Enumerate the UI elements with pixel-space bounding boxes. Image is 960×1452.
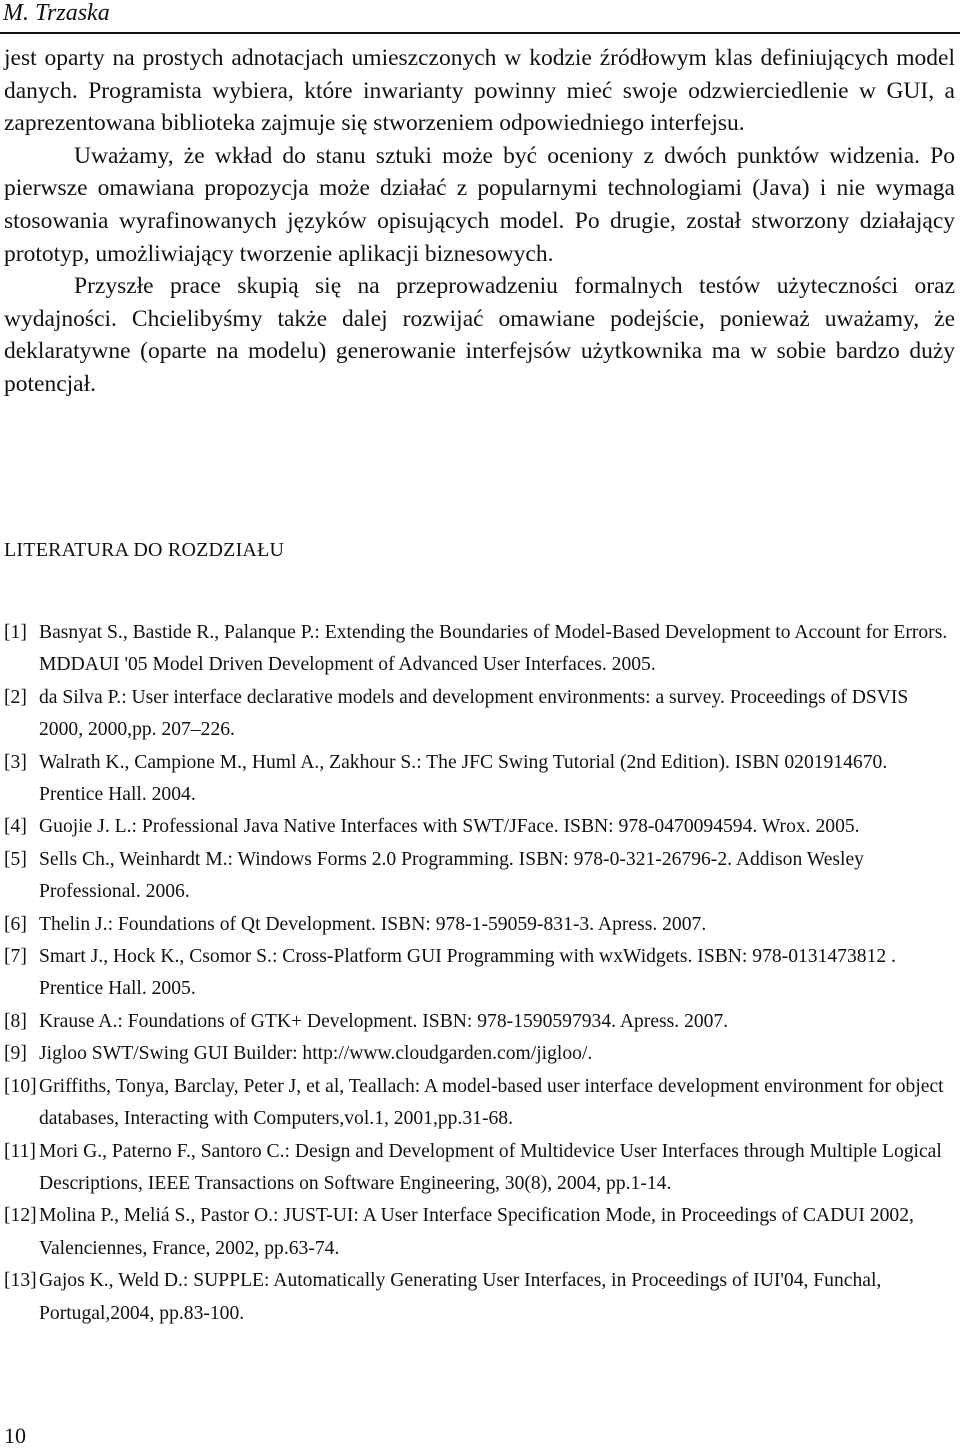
reference-text: Sells Ch., Weinhardt M.: Windows Forms 2.0 Programming. ISBN: 978-0-321-26796-2. Addison Wesley Professional. 2006. <box>39 848 864 903</box>
reference-text: Krause A.: Foundations of GTK+ Development. ISBN: 978-1590597934. Apress. 2007. <box>39 1010 729 1032</box>
reference-item <box>4 617 950 682</box>
reference-item <box>4 909 950 941</box>
reference-number: [13] <box>4 1270 37 1292</box>
reference-item <box>4 1136 950 1201</box>
reference-item <box>4 1006 950 1038</box>
header-rule <box>0 32 960 34</box>
references-heading: LITERATURA DO ROZDZIAŁU <box>4 539 285 561</box>
reference-text: da Silva P.: User interface declarative models and development environments: a survey. Proceedings of DSVIS 2000, 2000,pp. 207–226. <box>39 686 909 741</box>
reference-number: [3] <box>4 751 27 773</box>
reference-number: [10] <box>4 1075 37 1097</box>
reference-number: [1] <box>4 622 27 643</box>
reference-text: Molina P., Meliá S., Pastor O.: JUST-UI: A User Interface Specification Mode, in Proceedings of CADUI 2002, Valenciennes, France, 2002, pp.63-74. <box>39 1205 914 1259</box>
reference-number: [2] <box>4 686 27 708</box>
reference-text: Gajos K., Weld D.: SUPPLE: Automatically Generating User Interfaces, in Proceedings of IUI'04, Funchal, Portugal,2004, pp.83-100. <box>39 1270 882 1324</box>
paragraph: jest oparty na prostych adnotacjach umieszczonych w kodzie źródłowym klas definiujących model danych. Programista wybiera, które inwarianty powinny mieć swoje odzwierciedlenie w GUI, a zaprezentowana biblioteka zajmuje się stworzeniem odpowiedniego interfejsu. <box>4 45 955 137</box>
reference-item <box>4 1038 950 1070</box>
reference-number: [6] <box>4 913 27 935</box>
page-number: 10 <box>4 1423 26 1448</box>
body-text <box>4 42 955 401</box>
reference-text: Walrath K., Campione M., Huml A., Zakhour S.: The JFC Swing Tutorial (2nd Edition). ISBN 0201914670. Prentice Hall. 2004. <box>39 751 888 806</box>
reference-item <box>4 941 950 1006</box>
reference-number: [11] <box>4 1140 36 1162</box>
reference-number: [5] <box>4 848 27 870</box>
reference-list <box>4 617 950 1330</box>
reference-text: Thelin J.: Foundations of Qt Development. ISBN: 978-1-59059-831-3. Apress. 2007. <box>39 913 707 935</box>
reference-item <box>4 844 950 909</box>
reference-item <box>4 1071 950 1136</box>
reference-text: Griffiths, Tonya, Barclay, Peter J, et al, Teallach: A model-based user interface development environment for object databases, Interacting with Computers,vol.1, 2001,pp.31-68. <box>39 1075 944 1130</box>
reference-text: Smart J., Hock K., Csomor S.: Cross-Platform GUI Programming with wxWidgets. ISBN: 978-0131473812 . Prentice Hall. 2005. <box>39 946 896 1000</box>
reference-number: [7] <box>4 946 27 968</box>
reference-item <box>4 747 950 812</box>
reference-text: Guojie J. L.: Professional Java Native Interfaces with SWT/JFace. ISBN: 978-0470094594. Wrox. 2005. <box>39 816 860 838</box>
paragraph: Uważamy, że wkład do stanu sztuki może być oceniony z dwóch punktów widzenia. Po pierwsze omawiana propozycja może działać z popularnymi technologiami (Java) i nie wymaga stosowania wyrafinowanych języków opisujących model. Po drugie, został stworzony działający prototyp, umożliwiający tworzenie aplikacji biznesowych. <box>4 142 955 267</box>
reference-number: [8] <box>4 1010 27 1032</box>
reference-number: [4] <box>4 816 27 838</box>
reference-number: [9] <box>4 1043 27 1065</box>
reference-item <box>4 1265 950 1330</box>
reference-text: Basnyat S., Bastide R., Palanque P.: Extending the Boundaries of Model-Based Development to Account for Errors. MDDAUI '05 Model Driven Development of Advanced User Interfaces. 2005. <box>39 622 948 676</box>
reference-item <box>4 1200 950 1265</box>
reference-item <box>4 682 950 747</box>
reference-item <box>4 811 950 843</box>
running-head: M. Trzaska <box>3 0 110 26</box>
reference-text: Jigloo SWT/Swing GUI Builder: http://www.cloudgarden.com/jigloo/. <box>39 1043 593 1065</box>
paragraph: Przyszłe prace skupią się na przeprowadzeniu formalnych testów użyteczności oraz wydajności. Chcielibyśmy także dalej rozwijać omawiane podejście, ponieważ uważamy, że deklaratywne (oparte na modelu) generowanie interfejsów użytkownika ma w sobie bardzo duży potencjał. <box>4 273 955 397</box>
reference-number: [12] <box>4 1205 37 1227</box>
reference-text: Mori G., Paterno F., Santoro C.: Design and Development of Multidevice User Interfaces through Multiple Logical Descriptions, IEEE Transactions on Software Engineering, 30(8), 2004, pp.1-14. <box>39 1140 942 1194</box>
